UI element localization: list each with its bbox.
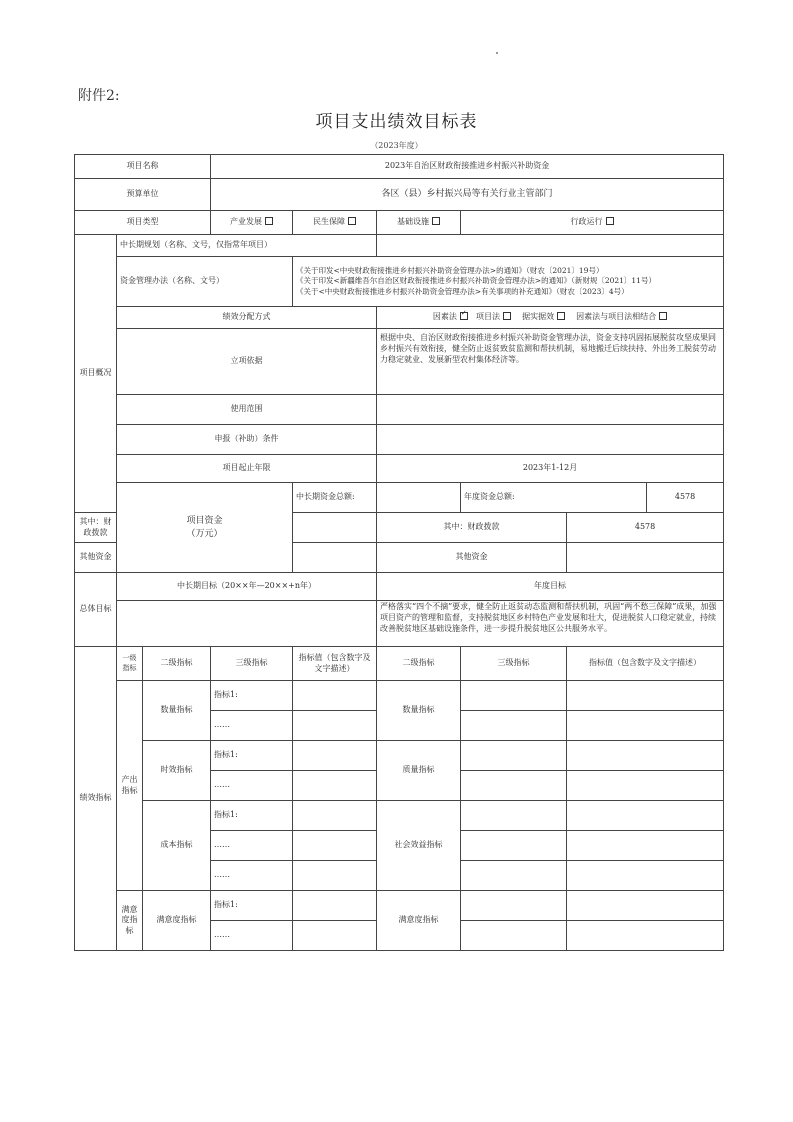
fund-mgmt-line: 《关于印发<中央财政衔接推进乡村振兴补助资金管理办法>的通知》（财农〔2021〕19号） bbox=[296, 266, 604, 276]
project-name-value: 2023年自治区财政衔接推进乡村振兴补助资金 bbox=[211, 155, 724, 179]
year-total-label: 年度资金总额: bbox=[461, 483, 647, 513]
left-group-quantity: 数量指标 bbox=[143, 681, 211, 741]
checkbox-icon bbox=[265, 217, 273, 225]
type-livelihood bbox=[293, 211, 377, 235]
period-value: 2023年1-12月 bbox=[377, 455, 724, 483]
indicator-item: 指标1: bbox=[211, 801, 293, 831]
performance-target-table bbox=[74, 154, 724, 951]
option-factor: 因素法 bbox=[432, 312, 457, 322]
funds-section-label bbox=[117, 483, 293, 573]
scope-value bbox=[377, 395, 724, 425]
option-actual: 据实据效 bbox=[522, 312, 555, 322]
checkbox-icon bbox=[503, 312, 511, 320]
mid-other-value bbox=[293, 543, 377, 573]
plan-value bbox=[377, 235, 724, 257]
goals-section-label: 总体目标 bbox=[75, 573, 117, 647]
mid-fiscal-value bbox=[293, 513, 377, 543]
col-level3-b: 三级指标 bbox=[461, 647, 567, 681]
type-infrastructure-label: 基础设施 bbox=[397, 217, 429, 227]
row-conditions bbox=[75, 425, 724, 455]
right-group-social: 社会效益指标 bbox=[377, 801, 461, 891]
col-level2-b: 二级指标 bbox=[377, 647, 461, 681]
funds-label: 项目资金 bbox=[186, 516, 223, 527]
checkbox-icon bbox=[432, 217, 440, 225]
mid-fiscal-label: 其中：财政拨款 bbox=[75, 513, 117, 543]
budget-unit-value: 各区（县）乡村振兴局等有关行业主管部门 bbox=[211, 179, 724, 211]
checkbox-checked-icon bbox=[460, 312, 468, 320]
satisfaction-l1-label: 满意度指标 bbox=[117, 891, 143, 951]
type-infrastructure bbox=[377, 211, 461, 235]
year-fiscal-value: 4578 bbox=[567, 513, 724, 543]
indicator-item: …… bbox=[211, 771, 293, 801]
goals-mid-label: 中长期目标（20××年—20××+n年） bbox=[117, 573, 377, 601]
goals-year-value: 严格落实“四个不摘”要求，健全防止返贫动态监测和帮扶机制，巩固“两不愁三保障”成果，加强项目资产的管理和监督，支持脱贫地区乡村特色产业发展和壮大，促进脱贫人口稳定就业，持续改善脱贫地区基础设施条件，进一步提升脱贫地区公共服务水平。 bbox=[377, 601, 724, 647]
indicator-item: …… bbox=[211, 921, 293, 951]
left-group-satisfaction: 满意度指标 bbox=[143, 891, 211, 951]
row-indicators-header bbox=[75, 647, 724, 681]
fund-mgmt-line: 《关于印发<新疆维吾尔自治区财政衔接推进乡村振兴补助资金管理办法>的通知》（新财规〔2021〕11号） bbox=[296, 276, 656, 286]
allocation-label: 绩效分配方式 bbox=[117, 307, 377, 329]
goals-year-label: 年度目标 bbox=[377, 573, 724, 601]
indicators-section-label: 绩效指标 bbox=[75, 647, 117, 951]
table-row bbox=[75, 891, 724, 921]
period-label: 项目起止年限 bbox=[117, 455, 377, 483]
scope-label: 使用范围 bbox=[117, 395, 377, 425]
goals-mid-value bbox=[117, 601, 377, 647]
row-scope bbox=[75, 395, 724, 425]
mid-total-value bbox=[377, 483, 461, 513]
checkbox-icon bbox=[348, 217, 356, 225]
table-row bbox=[75, 741, 724, 771]
option-project: 项目法 bbox=[475, 312, 500, 322]
attachment-label: 附件2: bbox=[78, 88, 120, 104]
row-funds-total bbox=[75, 483, 724, 513]
indicator-item: 指标1: bbox=[211, 741, 293, 771]
row-project-name bbox=[75, 155, 724, 179]
indicator-item: …… bbox=[211, 861, 293, 891]
type-administration-label: 行政运行 bbox=[570, 217, 603, 227]
row-budget-unit bbox=[75, 179, 724, 211]
indicator-item: …… bbox=[211, 831, 293, 861]
type-industry bbox=[211, 211, 293, 235]
mid-other-label: 其他资金 bbox=[75, 543, 117, 573]
fund-mgmt-label: 资金管理办法（名称、文号） bbox=[117, 257, 293, 307]
row-project-type bbox=[75, 211, 724, 235]
row-plan bbox=[75, 235, 724, 257]
right-group-quantity: 数量指标 bbox=[377, 681, 461, 741]
col-level3: 三级指标 bbox=[211, 647, 293, 681]
project-type-label: 项目类型 bbox=[75, 211, 211, 235]
scan-dot bbox=[496, 52, 498, 54]
conditions-value bbox=[377, 425, 724, 455]
col-level2: 二级指标 bbox=[143, 647, 211, 681]
left-group-cost: 成本指标 bbox=[143, 801, 211, 891]
mid-total-label: 中长期资金总额: bbox=[293, 483, 377, 513]
col-level1: 一级指标 bbox=[117, 647, 143, 681]
right-group-satisfaction: 满意度指标 bbox=[377, 891, 461, 951]
row-allocation bbox=[75, 307, 724, 329]
table-row bbox=[75, 801, 724, 831]
table-row bbox=[75, 681, 724, 711]
output-indicator-label: 产出指标 bbox=[117, 681, 143, 891]
indicator-item: …… bbox=[211, 711, 293, 741]
checkbox-icon bbox=[557, 312, 565, 320]
checkbox-icon bbox=[606, 217, 614, 225]
type-industry-label: 产业发展 bbox=[230, 217, 262, 227]
checkbox-icon bbox=[659, 312, 667, 320]
plan-label: 中长期规划（名称、文号，仅指常年项目） bbox=[117, 235, 377, 257]
indicator-item: 指标1: bbox=[211, 681, 293, 711]
row-fund-management bbox=[75, 257, 724, 307]
project-name-label: 项目名称 bbox=[75, 155, 211, 179]
type-livelihood-label: 民生保障 bbox=[313, 217, 345, 227]
year-other-label: 其他资金 bbox=[377, 543, 567, 573]
year-fiscal-label: 其中：财政拨款 bbox=[377, 513, 567, 543]
basis-value: 根据中央、自治区财政衔接推进乡村振兴补助资金管理办法，资金支持巩固拓展脱贫攻坚成果同乡村振兴有效衔接，健全防止返贫致贫监测和帮扶机制，易地搬迁后续扶持、外出务工脱贫劳动力稳定就业、发展新型农村集体经济等。 bbox=[377, 329, 724, 395]
indicator-item: 指标1: bbox=[211, 891, 293, 921]
option-combined: 因素法与项目法相结合 bbox=[576, 312, 657, 322]
page-title: 项目支出绩效目标表 bbox=[315, 112, 478, 132]
overview-section-label: 项目概况 bbox=[75, 235, 117, 513]
fund-mgmt-line: 《关于<中央财政衔接推进乡村振兴补助资金管理办法>有关事项的补充通知》（财农〔2023〕4号） bbox=[296, 286, 629, 296]
right-group-quality: 质量指标 bbox=[377, 741, 461, 801]
col-value: 指标值（包含数字及文字描述） bbox=[293, 647, 377, 681]
basis-label: 立项依据 bbox=[117, 329, 377, 395]
fund-mgmt-value bbox=[293, 257, 724, 307]
budget-unit-label: 预算单位 bbox=[75, 179, 211, 211]
row-goals-header bbox=[75, 573, 724, 601]
row-goals-content bbox=[75, 601, 724, 647]
funds-unit: （万元） bbox=[186, 528, 223, 539]
left-group-timeliness: 时效指标 bbox=[143, 741, 211, 801]
year-other-value bbox=[567, 543, 724, 573]
conditions-label: 申报（补助）条件 bbox=[117, 425, 377, 455]
row-period bbox=[75, 455, 724, 483]
allocation-options bbox=[377, 307, 724, 329]
year-subtitle: （2023年度） bbox=[370, 141, 423, 150]
year-total-value: 4578 bbox=[647, 483, 724, 513]
type-administration bbox=[461, 211, 724, 235]
row-basis bbox=[75, 329, 724, 395]
col-value-b: 指标值（包含数字及文字描述） bbox=[567, 647, 724, 681]
